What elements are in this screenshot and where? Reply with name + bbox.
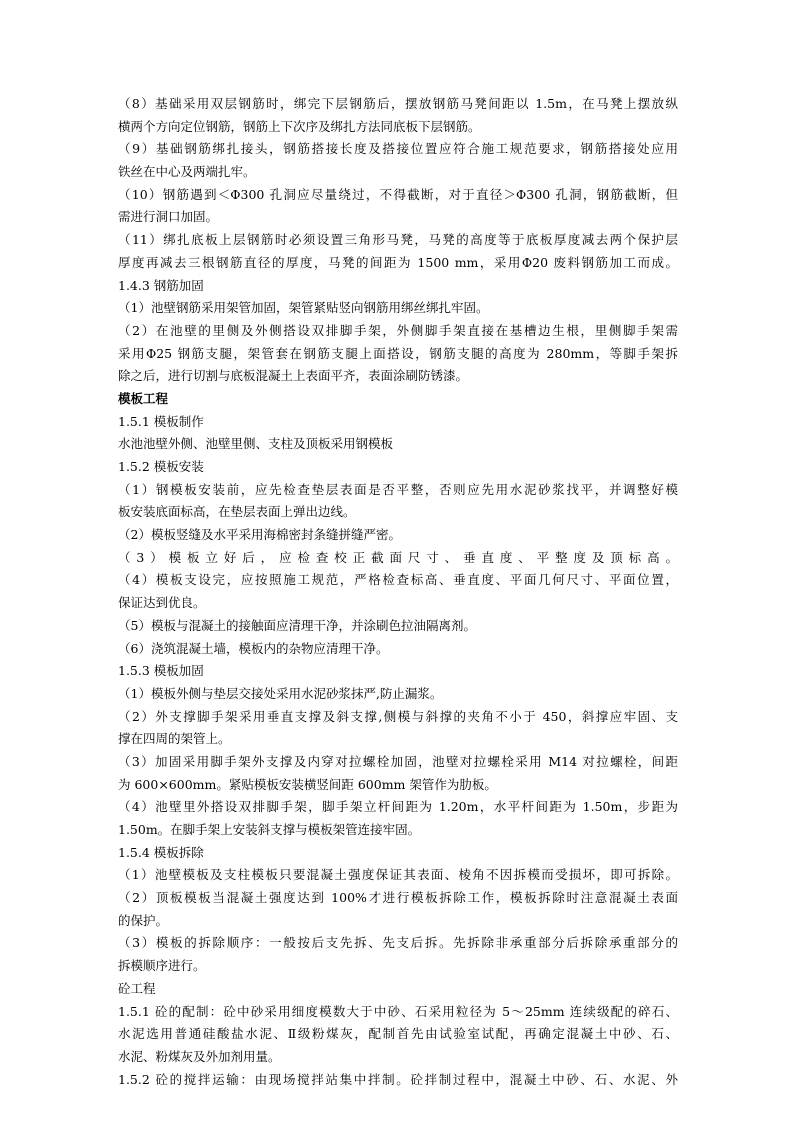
text-line: 1.5.4 模板拆除 [118,844,204,860]
text-line: （3）模板的拆除顺序：一般按后支先拆、先支后拆。先拆除非承重部分后拆除承重部分的 [118,935,678,951]
text-line: （4）池壁里外搭设双排脚手架，脚手架立杆间距为 1.20m，水平杆间距为 1.50m，步距为 [118,799,678,815]
text-line: 拆模顺序进行。 [118,958,206,974]
text-line: 厚度再减去三根钢筋直径的厚度，马凳的间距为 1500 mm，采用Φ20 废料钢筋加工而成。 [118,254,678,270]
document-page [118,93,678,1091]
text-line: （4）模板支设完，应按照施工规范，严格检查标高、垂直度、平面几何尺寸、平面位置， [118,572,678,588]
text-line: 1.5.2 砼的搅拌运输：由现场搅拌站集中拌制。砼拌制过程中，混凝土中砂、石、水泥、外 [118,1071,678,1087]
text-line: （3）加固采用脚手架外支撑及内穿对拉螺栓加固，池壁对拉螺栓采用 M14 对拉螺栓，间距 [118,753,678,769]
text-line: （2）模板竖缝及水平采用海棉密封条缝拼缝严密。 [118,527,401,543]
text-line: 1.5.3 模板加固 [118,663,204,679]
text-line: 1.5.1 模板制作 [118,413,204,429]
text-line: 除之后，进行切割与底板混凝土上表面平齐，表面涂刷防锈漆。 [118,368,469,384]
text-line: （6）浇筑混凝土墙，模板内的杂物应清理干净。 [118,640,389,656]
text-line: （1）模板外侧与垫层交接处采用水泥砂浆抹严,防止漏浆。 [118,685,443,701]
text-line: 横两个方向定位钢筋，钢筋上下次序及绑扎方法同底板下层钢筋。 [118,118,481,134]
text-line: （10）钢筋遇到＜Φ300 孔洞应尽量绕过，不得截断，对于直径＞Φ300 孔洞，钢筋截断，但 [118,186,678,202]
text-line: 采用Φ25 钢筋支腿，架管套在钢筋支腿上面搭设，钢筋支腿的高度为 280mm，等脚手架拆 [118,345,678,361]
text-line: （9）基础钢筋绑扎接头，钢筋搭接长度及搭接位置应符合施工规范要求，钢筋搭接处应用 [118,141,678,157]
text-line: 撑在四周的架管上。 [118,731,231,747]
text-line: （2）在池壁的里侧及外侧搭设双排脚手架，外侧脚手架直接在基槽边生根，里侧脚手架需 [118,322,678,338]
text-line: （11）绑扎底板上层钢筋时必须设置三角形马凳，马凳的高度等于底板厚度减去两个保护层 [118,232,678,248]
text-line: （5）模板与混凝土的接触面应清理干净，并涂刷色拉油隔离剂。 [118,617,476,633]
text-line: 为 600×600mm。紧贴模板安装横竖间距 600mm 架管作为肋板。 [118,776,497,792]
text-line: （2）顶板模板当混凝土强度达到 100%才进行模板拆除工作，模板拆除时注意混凝土表面 [118,890,678,906]
text-line: 水泥、粉煤灰及外加剂用量。 [118,1048,281,1064]
text-line: 1.4.3 钢筋加固 [118,277,204,293]
text-line: 铁丝在中心及两端扎牢。 [118,164,256,180]
text-line: （1）池壁模板及支柱模板只要混凝土强度保证其表面、棱角不因拆模而受损坏，即可拆除。 [118,867,678,883]
text-line: 砼工程 [118,980,156,996]
text-line: 1.5.2 模板安装 [118,459,204,474]
text-line: 保证达到优良。 [118,595,206,611]
section-heading: 模板工程 [118,390,169,406]
text-line: （2）外支撑脚手架采用垂直支撑及斜支撑,侧模与斜撑的夹角不小于 450，斜撑应牢固、支 [118,708,678,724]
text-line: 需进行洞口加固。 [118,209,219,225]
text-line: （3）模板立好后，应检查校正截面尺寸、垂直度、平整度及顶标高。 [118,549,678,565]
text-line: 1.5.1 砼的配制：砼中砂采用细度模数大于中砂、石采用粒径为 5～25mm 连续级配的碎石、 [118,1003,678,1019]
text-line: （1）池壁钢筋采用架管加固，架管紧贴竖向钢筋用绑丝绑扎牢固。 [118,300,489,316]
text-line: 水池池壁外侧、池壁里侧、支柱及顶板采用钢模板 [118,436,394,452]
text-line: 的保护。 [118,912,169,928]
text-line: 1.50m。在脚手架上安装斜支撑与模板架管连接牢固。 [118,822,421,837]
text-line: （8）基础采用双层钢筋时，绑完下层钢筋后，摆放钢筋马凳间距以 1.5m，在马凳上摆放纵 [118,96,678,111]
text-line: 水泥选用普通硅酸盐水泥、Ⅱ级粉煤灰，配制首先由试验室试配，再确定混凝土中砂、石、 [118,1026,678,1042]
text-line: 板安装底面标高，在垫层表面上弹出边线。 [118,504,356,520]
text-line: （1）钢模板安装前，应先检查垫层表面是否平整，否则应先用水泥砂浆找平，并调整好模 [118,481,678,497]
